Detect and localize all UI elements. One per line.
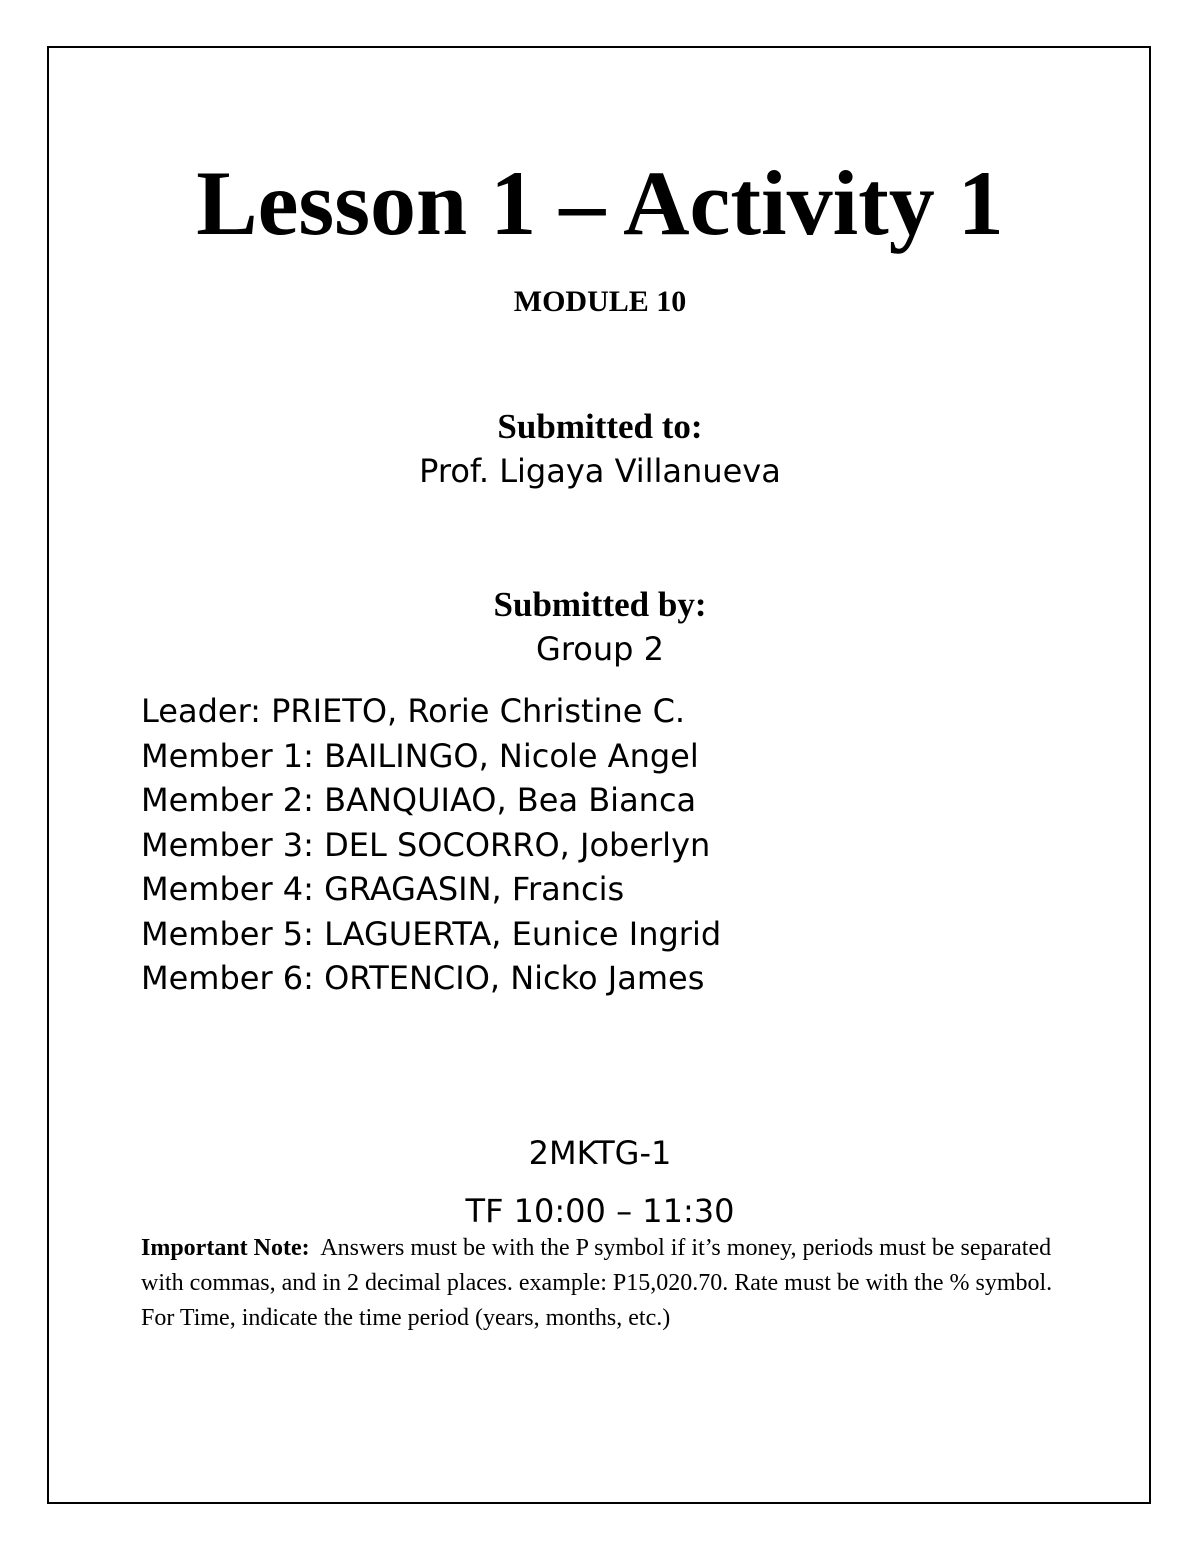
- section-code: 2MKTG-1: [528, 1134, 672, 1172]
- list-item: Member 4: GRAGASIN, Francis: [141, 870, 625, 908]
- list-item: Leader: PRIETO, Rorie Christine C.: [141, 692, 686, 730]
- list-item: Member 1: BAILINGO, Nicole Angel: [141, 736, 699, 775]
- important-note: [141, 1231, 1071, 1336]
- submitted-by-heading: Submitted by:: [493, 585, 707, 624]
- list-item: Member 2: BANQUIAO, Bea Bianca: [141, 781, 697, 819]
- module-label: MODULE 10: [513, 285, 687, 318]
- submitted-to-heading: Submitted to:: [497, 407, 703, 446]
- important-note-label: Important Note: [141, 1235, 302, 1261]
- list-item: Member 6: ORTENCIO, Nicko James: [141, 959, 705, 997]
- group-name: Group 2: [536, 630, 664, 668]
- submitted-to-name: Prof. Ligaya Villanueva: [419, 452, 781, 490]
- important-note-separator: :: [301, 1235, 310, 1261]
- list-item: Member 3: DEL SOCORRO, Joberlyn: [141, 825, 711, 864]
- important-note-text: Answers must be with the P symbol if it’s money, periods must be separated with commas, and in 2 decimal places. example: P15,020.70. Rate must be with the % symbol. For Time, indicate the time period (years, months, etc.): [141, 1235, 1053, 1331]
- document-title: Lesson 1 – Activity 1: [196, 152, 1004, 254]
- member-list: [141, 689, 721, 1001]
- list-item: Member 5: LAGUERTA, Eunice Ingrid: [141, 914, 722, 953]
- class-schedule: TF 10:00 – 11:30: [465, 1192, 735, 1230]
